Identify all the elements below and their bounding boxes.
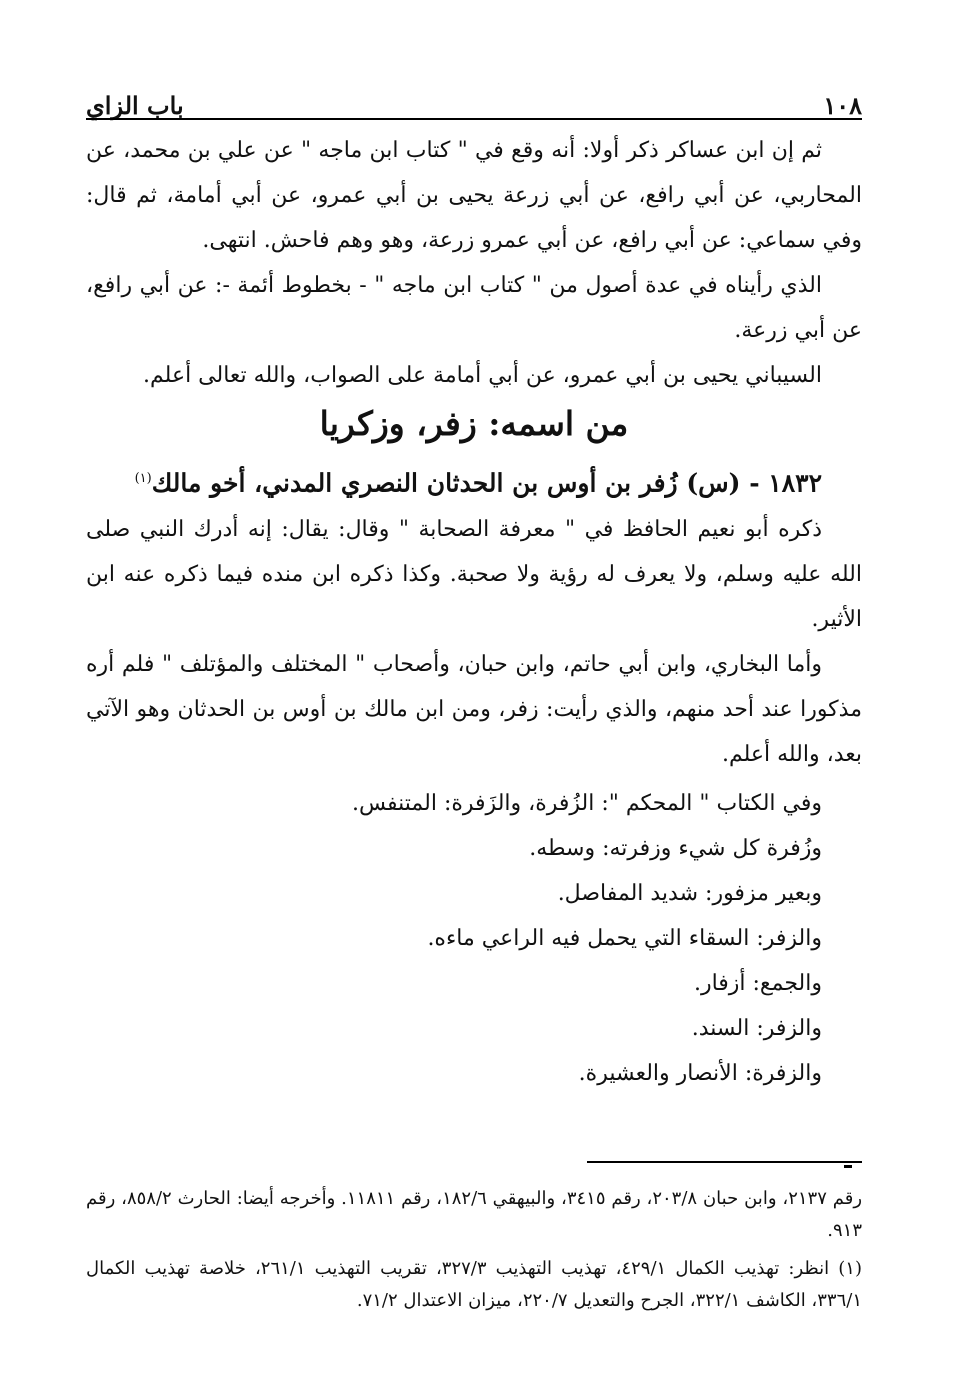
definition-item: والجمع: أزفار. bbox=[693, 971, 822, 997]
footnotes bbox=[86, 1183, 862, 1323]
entry-title bbox=[86, 456, 862, 505]
footnote-reference: (١) bbox=[134, 471, 152, 486]
definition-item: والزفر: السقاء التي يحمل فيه الراعي ماءه. bbox=[427, 926, 822, 952]
paragraph-1: ثم إن ابن عساكر ذكر أولا: أنه وقع في " كتاب ابن ماجه " عن علي بن محمد، عن المحاربي، عن أبي رافع، عن أبي زرعة يحيى بن أبي عمرو، عن أبي أمامة، ثم قال: وفي سماعي: عن أبي رافع، عن أبي عمرو زرعة، وهو وهم فاحش. انتهى. bbox=[86, 138, 862, 253]
main-text bbox=[86, 128, 862, 1096]
definition-item: والزفر: السند. bbox=[691, 1016, 822, 1042]
header-divider bbox=[86, 118, 862, 120]
section-title: باب الزاي bbox=[86, 91, 184, 120]
definition-item: والزفرة: الأنصار والعشيرة. bbox=[578, 1061, 822, 1087]
paragraph-3: السيباني يحيى بن أبي عمرو، عن أبي أمامة على الصواب، والله تعالى أعلم. bbox=[143, 363, 822, 388]
footnote-continuation: رقم ٢١٣٧، وابن حبان ٢٠٣/٨، رقم ٣٤١٥، والبيهقي ١٨٢/٦، رقم ١١٨١١. وأخرجه أيضا: الحارث ٨٥٨/٢، رقم ٩١٣. bbox=[86, 1188, 863, 1241]
footnote-continuation-mark bbox=[844, 1165, 852, 1168]
page-header bbox=[86, 78, 862, 120]
footnote-divider bbox=[587, 1161, 862, 1163]
entry-title-text: ١٨٣٢ - (س) زُفر بن أوس بن الحدثان النصري المدني، أخو مالك bbox=[151, 468, 822, 498]
paragraph-5: وأما البخاري، وابن أبي حاتم، وابن حبان، وأصحاب " المختلف والمؤتلف " فلم أره مذكورا عند أحد منهم، والذي رأيت: زفر، ومن ابن مالك بن أوس بن الحدثان وهو الآتي بعد، والله أعلم. bbox=[86, 652, 862, 768]
paragraph-2: الذي رأيناه في عدة أصول من " كتاب ابن ماجه " - بخطوط أئمة -: عن أبي رافع، عن أبي زرعة. bbox=[86, 273, 862, 343]
definition-item: وبعير مزفور: شديد المفاصل. bbox=[557, 881, 822, 907]
page-number: ١٠٨ bbox=[823, 91, 862, 120]
definition-item: وفي الكتاب " المحكم ": الزُفرة، والزَفرة: المتنفس. bbox=[351, 791, 822, 817]
section-heading: من اسمه: زفر، وزكريا bbox=[319, 404, 629, 443]
definition-item: وزُفرة كل شيء وزفرته: وسطه. bbox=[529, 836, 822, 862]
paragraph-4: ذكره أبو نعيم الحافظ في " معرفة الصحابة " وقال: يقال: إنه أدرك النبي صلى الله عليه وسلم، ولا يعرف له رؤية ولا صحبة. وكذا ذكره ابن منده فيما ذكره عنه ابن الأثير. bbox=[86, 517, 862, 633]
definition-list bbox=[86, 781, 862, 1096]
footnote-1: (١) انظر: تهذيب الكمال ٤٢٩/١، تهذيب التهذيب ٣٢٧/٣، تقريب التهذيب ٢٦١/١، خلاصة تهذيب الكمال ٣٣٦/١، الكاشف ٣٢٢/١، الجرح والتعديل ٢٢٠/٧، ميزان الاعتدال ٧١/٢. bbox=[86, 1258, 862, 1311]
